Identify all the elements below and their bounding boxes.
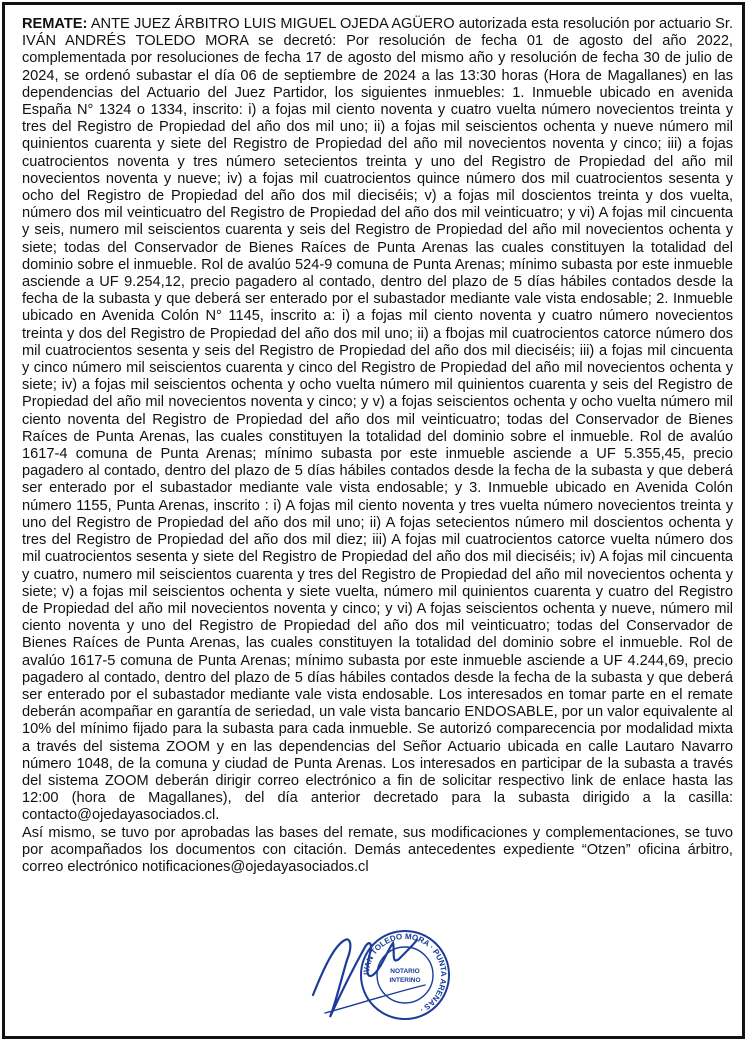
seal-ring-text: IVAN TOLEDO MORA · PUNTA ARENAS · (361, 931, 449, 1015)
seal-center-line-1: NOTARIO (390, 968, 420, 975)
seal-center-line-2: INTERINO (389, 977, 421, 984)
notice-paragraph-1-text: ANTE JUEZ ÁRBITRO LUIS MIGUEL OJEDA AGÜERO autorizada esta resolución por actuario Sr. IVÁN ANDRÉS TOLEDO MORA se decretó: Por resolución de fecha 01 de agosto del año 2022, complementada por resoluciones de fecha 17 de agosto del mismo año y resolución de fecha 30 de julio de 2024, se ordenó subastar el día 06 de septiembre de 2024 a las 13:30 horas (Hora de Magallanes) en las dependencias del Actuario del Juez Partidor, los siguientes inmuebles: 1. Inmueble ubicado en avenida España N° 1324 o 1334, inscrito: i) a fojas mil ciento noventa y cuatro vuelta número novecientos treinta y tres del Registro de Propiedad del año dos mil uno; ii) a fojas mil seiscientos ochenta y nueve número mil quinientos cuarenta y siete del Registro de Propiedad del año mil novecientos noventa y cinco; iii) a fojas cuatrocientos noventa y tres número setecientos treinta y uno del Registro de Propiedad del año mil novecientos noventa y nueve; iv) a fojas mil cuatrocientos quince número dos mil cuatrocientos sesenta y ocho del Registro de Propiedad del año dos mil dieciséis; v) a fojas mil doscientos treinta y dos vuelta, número dos mil veinticuatro del Registro de Propiedad del año dos mil veinticuatro; y vi) A fojas mil cincuenta y seis, numero mil seiscientos cuarenta y seis del Registro de Propiedad del año mil novecientos ochenta y siete; todas del Conservador de Bienes Raíces de Punta Arenas las cuales constituyen la totalidad del dominio sobre el inmueble. Rol de avalúo 524-9 comuna de Punta Arenas; mínimo subasta por este inmueble asciende a UF 9.254,12, precio pagadero al contado, dentro del plazo de 5 días hábiles contados desde la fecha de la subasta y que deberá ser enterado por el subastador mediante vale vista endosable; 2. Inmueble ubicado en Avenida Colón N° 1145, inscrito a: i) a fojas mil ciento noventa y cuatro número novecientos treinta y dos del Registro de Propiedad del año dos mil uno; ii) a fbojas mil cuatrocientos catorce número dos mil cuatrocientos sesenta y seis del Registro de Propiedad del año dos mil dieciséis; iii) a fojas mil cincuenta y cinco número mil seiscientos cuarenta y cinco del Registro de Propiedad del año mil novecientos ochenta y siete; iv) a fojas mil seiscientos ochenta y ocho vuelta número mil quinientos cuarenta y seis del Registro de Propiedad del año mil novecientos noventa y cinco; y v) a fojas seiscientos ochenta y ocho vuelta número mil ciento noventa del Registro de Propiedad del año dos mil veinticuatro; todas del Conservador de Bienes Raíces de Punta Arenas, las cuales constituyen la totalidad del dominio sobre el inmueble. Rol de avalúo 1617-4 comuna de Punta Arenas; mínimo subasta por este inmueble asciende a UF 5.355,45, precio pagadero al contado, dentro del plazo de 5 días hábiles contados desde la fecha de la subasta y que deberá ser enterado por el subastador mediante vale vista endosable; y 3. Inmueble ubicado en Avenida Colón número 1155, Punta Arenas, inscrito : i) A fojas mil ciento noventa y tres vuelta número novecientos treinta y uno del Registro de Propiedad del año dos mil uno; ii) A fojas setecientos número mil doscientos ochenta y tres del Registro de Propiedad del año dos mil diez; iii) A fojas mil cuatrocientos catorce vuelta número dos mil cuatrocientos sesenta y siete del Registro de Propiedad del año dos mil dieciséis; iv) A fojas mil cincuenta y cuatro, numero mil seiscientos cuarenta y tres del Registro de Propiedad del año mil novecientos ochenta y siete; v) a fojas mil seiscientos ochenta y siete vuelta, número mil quinientos cuarenta y cuatro del Registro de Propiedad del año mil novecientos noventa y cinco; y vi) A fojas seiscientos ochenta y nueve, número mil ciento noventa y uno del Registro de Propiedad del año dos mil veinticuatro; todas del Conservador de Bienes Raíces de Punta Arenas, las cuales constituyen la totalidad del dominio sobre el inmueble. Rol de avalúo 1617-5 comuna de Punta Arenas; mínimo subasta por este inmueble asciende a UF 4.244,69, precio pagadero al contado, dentro del plazo de 5 días hábiles contados desde la fecha de la subasta y que deberá ser enterado por el subastador mediante vale vista endosable. Los interesados en tomar parte en el remate deberán acompañar en garantía de seriedad, un vale vista bancario ENDOSABLE, por un valor equivalente al 10% del mínimo fijado para la subasta para cada inmueble. Se autorizó comparecencia por modalidad mixta a través del sistema ZOOM y en las dependencias del Señor Actuario ubicada en calle Lautaro Navarro número 1048, de la comuna y ciudad de Punta Arenas. Los interesados en participar de la subasta a través del sistema ZOOM deberán dirigir correo electrónico a fin de solicitar respectivo link de enlace hasta las 12:00 (hora de Magallanes), del día anterior decretado para la subasta dirigido a la casilla: contacto@ojedayasociados.cl. (22, 16, 734, 824)
notice-paragraph-1 (22, 16, 733, 825)
notice-body (22, 16, 733, 876)
signature-stamp-graphic (295, 925, 465, 1025)
notice-lead: REMATE: (22, 16, 88, 32)
notice-frame (2, 2, 745, 1039)
signature-stamp-area (295, 925, 465, 1025)
notice-paragraph-2: Así mismo, se tuvo por aprobadas las bases del remate, sus modificaciones y complementaciones, se tuvo por acompañados los documentos con citación. Demás antecedentes expediente “Otzen” oficina árbitro, correo electrónico notificaciones@ojedayasociados.cl (22, 824, 733, 875)
